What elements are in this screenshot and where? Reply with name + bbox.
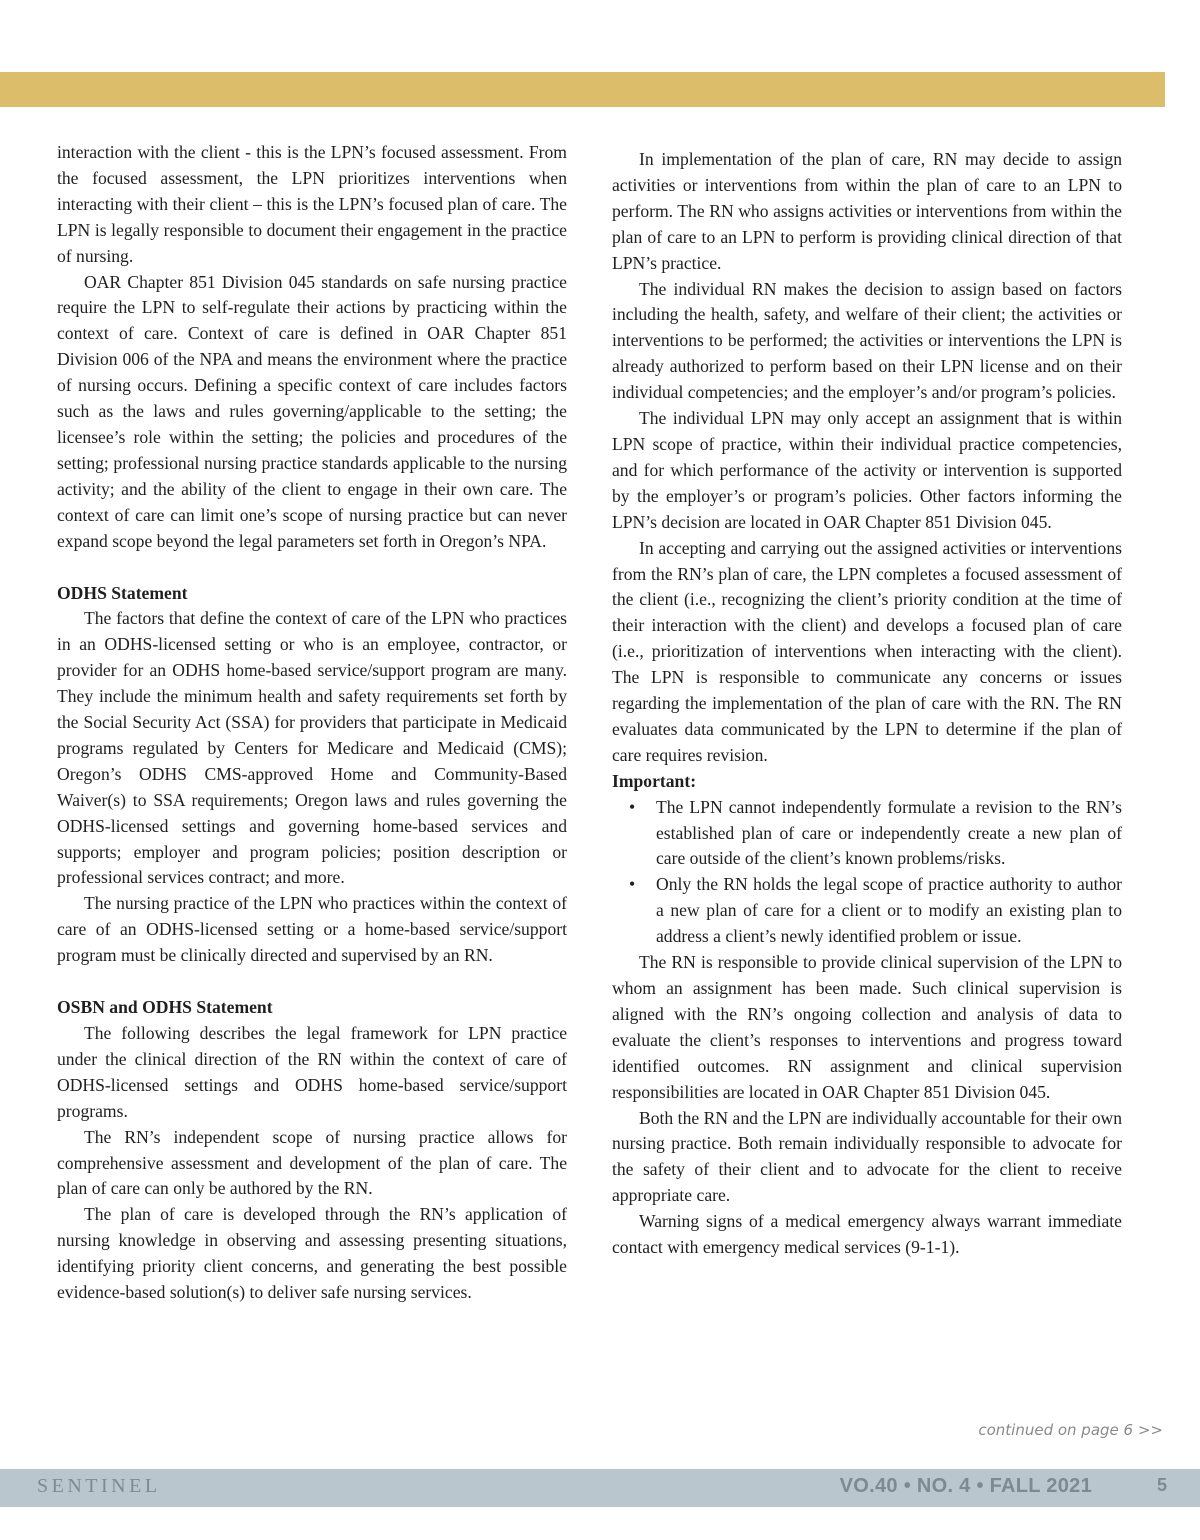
body-paragraph: Both the RN and the LPN are individually accountable for their own nursing practice. Both remain individually responsible to advocate for the safety of their client and to advocate for the client to receive appropriate care. (612, 1107, 1122, 1206)
section-heading-odhs: ODHS Statement (57, 582, 188, 603)
issue-info: VO.40 • NO. 4 • FALL 2021 (839, 1475, 1092, 1497)
continued-link[interactable]: continued on page 6 >> (978, 1421, 1163, 1439)
body-paragraph: The RN is responsible to provide clinical supervision of the LPN to whom an assignment has been made. Such clinical supervision is aligned with the RN’s ongoing collection and analysis of data to evaluate the client’s responses to interventions and progress toward identified outcomes. RN assignment and clinical supervision responsibilities are located in OAR Chapter 851 Division 045. (612, 952, 1122, 1102)
section-spacer (57, 555, 567, 581)
body-paragraph: The individual LPN may only accept an assignment that is within LPN scope of practice, within their individual practice competencies, and for which performance of the activity or intervention is supported by the employer’s or program’s policies. Other factors informing the LPN’s decision are located in OAR Chapter 851 Division 045. (612, 408, 1122, 532)
body-paragraph: interaction with the client - this is the LPN’s focused assessment. From the focused assessment, the LPN prioritizes interventions when interacting with their client – this is the LPN’s focused plan of care. The LPN is legally responsible to document their engagement in the practice of nursing. (57, 142, 567, 266)
top-accent-band (0, 72, 1165, 107)
body-paragraph: The individual RN makes the decision to assign based on factors including the health, safety, and welfare of their client; the activities or interventions to be performed; the activities or interventions the LPN is already authorized to perform based on their LPN license and on their individual competencies; and the employer’s and/or program’s policies. (612, 278, 1122, 403)
left-column (57, 140, 567, 1306)
body-paragraph: In implementation of the plan of care, RN may decide to assign activities or interventions from within the plan of care to an LPN to perform. The RN who assigns activities or interventions from within the plan of care to an LPN to perform is providing clinical direction of that LPN’s practice. (612, 149, 1122, 273)
body-paragraph: Warning signs of a medical emergency always warrant immediate contact with emergency medical services (9-1-1). (612, 1211, 1122, 1258)
body-paragraph: In accepting and carrying out the assigned activities or interventions from the RN’s plan of care, the LPN completes a focused assessment of the client (i.e., recognizing the client’s priority condition at the time of their interaction with the client) and develops a focused plan of care (i.e., prioritization of interventions when interacting with the client). The LPN is responsible to communicate any concerns or issues regarding the implementation of the plan of care with the RN. The RN evaluates data communicated by the LPN to determine if the plan of care requires revision. (612, 537, 1122, 765)
body-paragraph: The RN’s independent scope of nursing practice allows for comprehensive assessment and development of the plan of care. The plan of care can only be authored by the RN. (57, 1126, 567, 1199)
footer-band (0, 1469, 1200, 1507)
section-heading-osbn-odhs: OSBN and ODHS Statement (57, 997, 273, 1018)
section-spacer (57, 969, 567, 995)
body-paragraph: The nursing practice of the LPN who practices within the context of care of an ODHS-licensed setting or a home-based service/support program must be clinically directed and supervised by an RN. (57, 893, 567, 966)
body-paragraph: The factors that define the context of care of the LPN who practices in an ODHS-licensed setting or who is an employee, contractor, or provider for an ODHS home-based service/support program are many. They include the minimum health and safety requirements set forth by the Social Security Act (SSA) for providers that participate in Medicaid programs regulated by Centers for Medicare and Medicaid (CMS); Oregon’s ODHS CMS-approved Home and Community-Based Waiver(s) to SSA requirements; Oregon laws and rules governing the ODHS-licensed settings and governing home-based services and supports; employer and program policies; position description or professional services contract; and more. (57, 608, 567, 888)
body-paragraph: The plan of care is developed through the RN’s application of nursing knowledge in observing and assessing presenting situations, identifying priority client concerns, and generating the best possible evidence-based solution(s) to deliver safe nursing services. (57, 1204, 567, 1303)
important-label: Important: (612, 770, 697, 791)
bullet-item: • The LPN cannot independently formulate a revision to the RN’s established plan of care or independently create a new plan of care outside of the client’s known problems/risks. (656, 795, 1122, 873)
important-bullet-list (612, 795, 1122, 950)
publication-brand: SENTINEL (37, 1475, 161, 1497)
right-column (612, 147, 1122, 1261)
page-number: 5 (1156, 1475, 1167, 1495)
bullet-item: • Only the RN holds the legal scope of practice authority to author a new plan of care for a client or to modify an existing plan to address a client’s newly identified problem or issue. (656, 872, 1122, 950)
body-paragraph: The following describes the legal framework for LPN practice under the clinical direction of the RN within the context of care of ODHS-licensed settings and ODHS home-based service/support programs. (57, 1023, 567, 1121)
body-paragraph: OAR Chapter 851 Division 045 standards on safe nursing practice require the LPN to self-regulate their actions by practicing within the context of care. Context of care is defined in OAR Chapter 851 Division 006 of the NPA and means the environment where the practice of nursing occurs. Defining a specific context of care includes factors such as the laws and rules governing/applicable to the setting; the licensee’s role within the setting; the policies and procedures of the setting; professional nursing practice standards applicable to the nursing activity; and the ability of the client to engage in their own care. The context of care can limit one’s scope of nursing practice but can never expand scope beyond the legal parameters set forth in Oregon’s NPA. (57, 271, 567, 551)
